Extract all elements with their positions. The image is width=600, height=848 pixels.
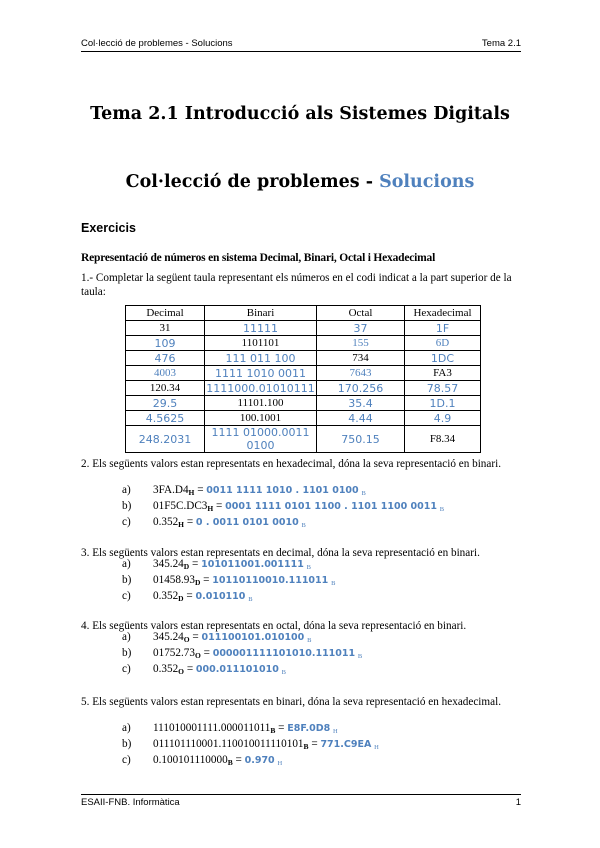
page-number: 1: [515, 797, 521, 808]
item-label: b): [122, 500, 132, 512]
item-base-from: D: [194, 578, 201, 587]
table-cell: 248.2031: [126, 426, 205, 453]
table-row: [126, 411, 481, 426]
equals-sign: =: [200, 647, 213, 659]
list-item: [122, 736, 379, 752]
item-answer: 0011 1111 1010 . 1101 0100: [206, 485, 359, 496]
item-label: c): [122, 754, 131, 766]
conversion-table: [125, 305, 481, 453]
question-5-text: 5. Els següents valors estan representats en binari, dóna la seva representació en hexadecimal.: [81, 696, 501, 708]
item-label: b): [122, 738, 132, 750]
question-4-items: [122, 629, 362, 677]
item-base-from: H: [188, 488, 195, 497]
question-5-items: [122, 720, 379, 768]
item-label: a): [122, 484, 131, 496]
table-row: [126, 351, 481, 366]
item-answer: 0001 1111 0101 1100 . 1101 1100 0011: [225, 501, 437, 512]
item-label: c): [122, 516, 131, 528]
list-item: [122, 498, 444, 514]
list-item: [122, 661, 362, 677]
table-cell: 476: [126, 351, 205, 366]
item-label: c): [122, 590, 131, 602]
item-label: b): [122, 647, 132, 659]
item-answer: 771.C9EA: [320, 739, 372, 750]
question-4-text: 4. Els següents valors estan representats en octal, dóna la seva representació en binari.: [81, 620, 467, 632]
table-cell: 7643: [317, 366, 405, 381]
table-cell: 78.57: [405, 381, 481, 396]
exercises-heading: Exercicis: [81, 221, 136, 235]
table-cell: 4.44: [317, 411, 405, 426]
item-label: a): [122, 722, 131, 734]
table-cell: 35.4: [317, 396, 405, 411]
question-3-text: 3. Els següents valors estan representats en decimal, dóna la seva representació en binari.: [81, 547, 480, 559]
item-base-from: O: [194, 651, 201, 660]
item-value: 0.352: [153, 663, 179, 675]
table-cell: 155: [317, 336, 405, 351]
table-cell: 37: [317, 321, 405, 336]
table-header-cell: Decimal: [126, 306, 205, 321]
item-base-from: H: [178, 520, 185, 529]
item-base-to: H: [277, 760, 283, 767]
item-answer: 10110110010.111011: [212, 575, 329, 586]
item-value: 011101110001.110010011110101: [153, 738, 304, 750]
table-cell: 170.256: [317, 381, 405, 396]
item-label: a): [122, 631, 131, 643]
table-cell: 120.34: [126, 381, 205, 396]
document-subtitle: [0, 172, 600, 192]
table-header-cell: Binari: [205, 306, 317, 321]
table-cell: 4.5625: [126, 411, 205, 426]
item-answer: 000001111101010.111011: [212, 648, 356, 659]
table-header-cell: Octal: [317, 306, 405, 321]
header-rule: [81, 51, 521, 52]
item-answer: E8F.0D8: [287, 723, 331, 734]
table-cell: 109: [126, 336, 205, 351]
item-base-from: B: [227, 758, 233, 767]
item-base-to: B: [301, 522, 306, 529]
item-base-to: B: [306, 564, 311, 571]
table-row: [126, 336, 481, 351]
equals-sign: =: [200, 574, 213, 586]
item-base-to: B: [281, 669, 286, 676]
item-base-from: B: [270, 726, 276, 735]
item-answer: 011100101.010100: [201, 632, 305, 643]
subtitle-prefix: Col·lecció de problemes -: [125, 172, 373, 192]
equals-sign: =: [232, 754, 245, 766]
item-value: 345.24: [153, 558, 184, 570]
page-header: [81, 38, 521, 52]
item-value: 0.352: [153, 516, 179, 528]
equals-sign: =: [184, 663, 196, 675]
table-row: [126, 426, 481, 453]
table-cell: 31: [126, 321, 205, 336]
header-left: Col·lecció de problemes - Solucions: [81, 38, 233, 49]
table-row: [126, 396, 481, 411]
question-3-items: [122, 556, 335, 604]
footer-left: ESAII-FNB. Informàtica: [81, 797, 180, 808]
table-cell: 11101.100: [205, 396, 317, 411]
table-cell: 11111: [205, 321, 317, 336]
table-cell: FA3: [405, 366, 481, 381]
table-cell: 6D: [405, 336, 481, 351]
list-item: [122, 629, 362, 645]
header-right: Tema 2.1: [481, 38, 521, 49]
list-item: [122, 556, 335, 572]
item-base-from: H: [207, 504, 214, 513]
item-base-to: H: [374, 744, 379, 751]
item-value: 01F5C.DC3: [153, 500, 208, 512]
item-value: 345.24: [153, 631, 184, 643]
item-answer: 0.970: [244, 755, 275, 766]
table-body: [126, 321, 481, 453]
table-cell: F8.34: [405, 426, 481, 453]
table-cell: 100.1001: [205, 411, 317, 426]
equals-sign: =: [183, 590, 196, 602]
item-answer: 0.010110: [195, 591, 246, 602]
question-2-items: [122, 482, 444, 530]
item-value: 0.352: [153, 590, 179, 602]
list-item: [122, 514, 444, 530]
question-2-text: 2. Els següents valors estan representats en hexadecimal, dóna la seva representació en binari.: [81, 458, 501, 470]
table-row: [126, 381, 481, 396]
table-cell: 1111000.01010111: [206, 381, 315, 395]
item-label: c): [122, 663, 131, 675]
item-value: 01458.93: [153, 574, 195, 586]
item-base-from: D: [183, 562, 190, 571]
item-label: b): [122, 574, 132, 586]
table-cell: 1101101: [205, 336, 317, 351]
list-item: [122, 752, 379, 768]
table-cell: 1111 1010 0011: [205, 366, 317, 381]
table-cell: 111 011 100: [205, 351, 317, 366]
item-value: 3FA.D4: [153, 484, 189, 496]
table-cell: 1F: [405, 321, 481, 336]
table-header-row: [126, 306, 481, 321]
footer-rule: [81, 794, 521, 795]
table-row: [126, 366, 481, 381]
item-base-from: O: [183, 635, 190, 644]
table-cell: 1D.1: [405, 396, 481, 411]
equals-sign: =: [184, 516, 196, 528]
item-label: a): [122, 558, 131, 570]
subtitle-highlight: Solucions: [379, 172, 475, 192]
equals-sign: =: [189, 558, 202, 570]
item-answer: 101011001.001111: [201, 559, 304, 570]
item-base-from: B: [303, 742, 309, 751]
equals-sign: =: [189, 631, 202, 643]
table-row: [126, 321, 481, 336]
equals-sign: =: [308, 738, 321, 750]
list-item: [122, 482, 444, 498]
item-value: 0.100101110000: [153, 754, 228, 766]
question-1-text: 1.- Completar la següent taula representant els números en el codi indicat a la part superior de la taula:: [81, 272, 512, 298]
item-value: 111010001111.000011011: [153, 722, 271, 734]
item-base-to: H: [333, 728, 338, 735]
table-cell: 4003: [126, 366, 205, 381]
table-cell: 734: [317, 351, 405, 366]
item-base-from: D: [178, 594, 184, 603]
item-answer: 0 . 0011 0101 0010: [195, 517, 299, 528]
table-cell: 29.5: [126, 396, 205, 411]
equals-sign: =: [213, 500, 226, 512]
table-cell: 750.15: [317, 426, 405, 453]
list-item: [122, 720, 379, 736]
item-base-from: O: [178, 667, 185, 676]
item-base-to: B: [357, 653, 363, 660]
table-cell: 1DC: [405, 351, 481, 366]
item-base-to: B: [331, 580, 336, 587]
item-base-to: B: [248, 596, 253, 603]
table-cell: 4.9: [405, 411, 481, 426]
item-base-to: B: [361, 490, 366, 497]
item-answer: 000.011101010: [195, 664, 279, 675]
table-cell: 1111 01000.0011 0100: [205, 426, 317, 453]
list-item: [122, 588, 335, 604]
equals-sign: =: [194, 484, 207, 496]
item-base-to: B: [439, 506, 445, 513]
list-item: [122, 572, 335, 588]
document-title: Tema 2.1 Introducció als Sistemes Digitals: [90, 104, 510, 124]
section-heading: Representació de números en sistema Decimal, Binari, Octal i Hexadecimal: [81, 252, 436, 264]
item-value: 01752.73: [153, 647, 195, 659]
list-item: [122, 645, 362, 661]
equals-sign: =: [275, 722, 288, 734]
item-base-to: B: [307, 637, 312, 644]
table-header-cell: Hexadecimal: [405, 306, 481, 321]
page-footer: [81, 797, 521, 811]
